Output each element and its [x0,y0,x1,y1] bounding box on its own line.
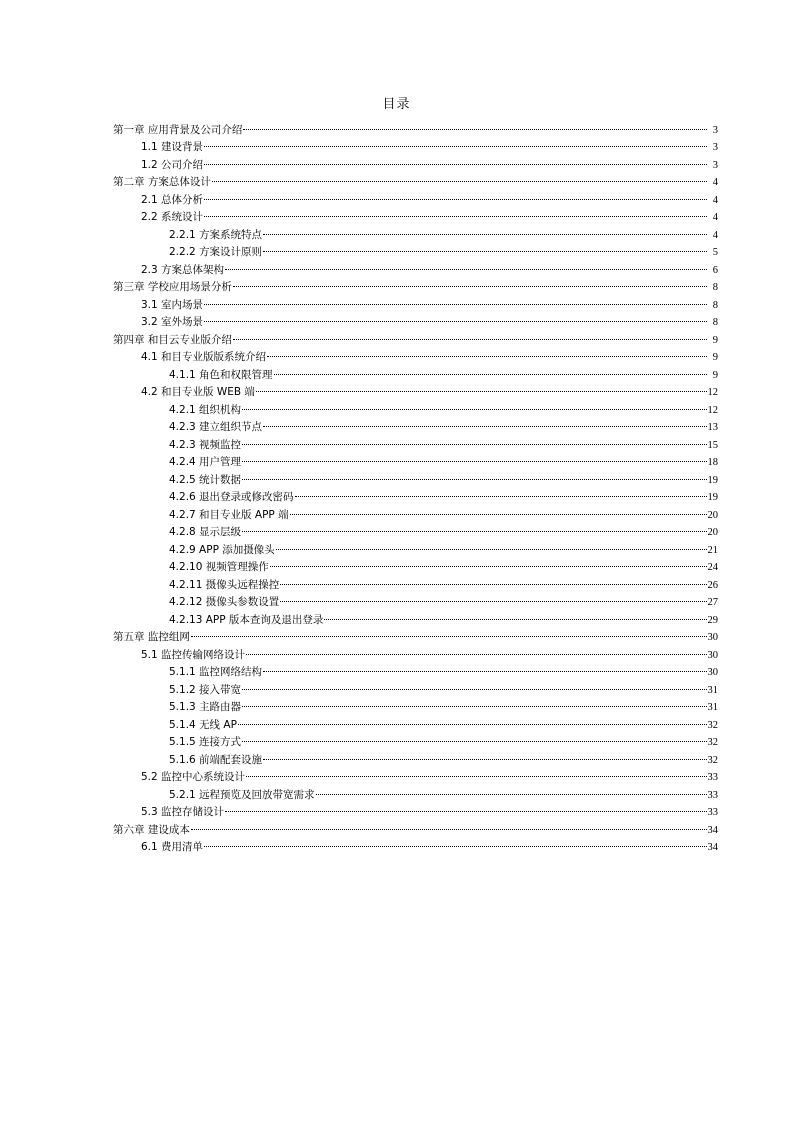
toc-dot-leader [280,570,706,588]
toc-dot-leader [191,815,707,833]
toc-entry-page-number: 31 [707,684,718,696]
toc-dot-leader [316,780,707,798]
toc-dot-leader [233,273,707,291]
toc-entry-page-number: 32 [707,737,718,748]
toc-dot-leader [290,500,707,518]
toc-entry-label: 第五章 监控组网 [113,631,190,643]
toc-entry-page-number: 20 [707,509,718,521]
toc-dot-leader [204,133,707,151]
toc-entry-label: 4.1 和目专业版版系统介绍 [141,351,267,363]
toc-entry[interactable] [113,168,718,186]
toc-entry-page-number: 33 [707,807,718,818]
toc-dot-leader [233,325,707,343]
toc-dot-leader [263,220,707,238]
toc-entry-page-number: 12 [707,387,718,398]
toc-entry-label: 4.2.5 统计数据 [169,473,242,486]
toc-entry[interactable] [113,150,718,171]
toc-entry[interactable] [113,640,718,661]
toc-entry-label: 5.1.4 无线 AP [169,718,237,731]
toc-entry[interactable] [113,815,718,836]
toc-entry-label: 6.1 费用清单 [141,841,204,853]
toc-entry-label: 2.2 系统设计 [141,211,204,223]
toc-entry-page-number: 13 [707,422,718,433]
toc-entry-page-number: 20 [707,527,718,538]
toc-entry-label: 5.2.1 远程预览及回放带宽需求 [169,788,315,801]
toc-dot-leader [274,360,707,378]
toc-dot-leader [295,483,707,501]
toc-dot-leader [263,745,706,763]
toc-heading: 目录 [382,97,411,112]
toc-dot-leader [204,150,707,168]
toc-dot-leader [270,553,707,571]
toc-entry-page-number: 32 [707,719,718,731]
toc-dot-leader [324,605,706,623]
toc-entry-label: 4.2.12 摄像头参数设置 [169,596,280,608]
toc-entry-page-number: 3 [712,142,718,153]
toc-dot-leader [204,290,707,308]
toc-dot-leader [263,658,706,676]
toc-entry-page-number: 32 [707,754,718,766]
toc-entry-label: 第二章 方案总体设计 [113,176,211,188]
toc-dot-leader [242,430,706,448]
toc-dot-leader [204,185,707,203]
toc-entry-page-number: 33 [707,772,718,783]
toc-entry[interactable] [113,185,718,206]
toc-entry-label: 2.2.1 方案系统特点 [169,228,263,241]
toc-entry-label: 4.2.13 APP 版本查询及退出登录 [169,613,324,626]
toc-entry-label: 5.1.5 连接方式 [169,736,242,748]
toc-dot-leader [242,395,706,413]
toc-entry-label: 4.2.9 APP 添加摄像头 [169,543,275,556]
toc-dot-leader [212,168,707,186]
table-of-contents [113,115,718,853]
toc-entry[interactable] [113,290,718,311]
toc-dot-leader [204,203,707,221]
toc-dot-leader [242,728,706,746]
toc-entry-page-number: 34 [707,824,718,836]
toc-dot-leader [225,798,706,816]
toc-entry-page-number: 29 [707,614,718,626]
toc-entry-page-number: 34 [707,842,718,853]
toc-entry-label: 4.2.7 和目专业版 APP 端 [169,508,289,521]
toc-dot-leader [242,448,706,466]
toc-entry-label: 4.2.6 退出登录或修改密码 [169,491,294,503]
toc-entry[interactable] [113,325,718,346]
toc-dot-leader [242,518,706,536]
toc-entry-label: 2.3 方案总体架构 [141,263,225,276]
toc-entry-page-number: 30 [707,667,718,678]
toc-entry-page-number: 30 [707,649,718,661]
toc-entry-page-number: 4 [712,212,718,223]
toc-entry-label: 4.2.8 显示层级 [169,526,242,538]
toc-entry-label: 1.1 建设背景 [141,141,204,153]
toc-entry-page-number: 6 [712,264,718,276]
toc-entry-label: 5.3 监控存储设计 [141,806,225,818]
toc-entry-label: 4.2.10 视频管理操作 [169,561,269,573]
toc-dot-leader [263,413,706,431]
toc-dot-leader [242,465,706,483]
toc-entry-page-number: 9 [712,334,718,346]
toc-entry[interactable] [113,308,718,326]
toc-entry-label: 4.2.11 摄像头远程操控 [169,578,280,591]
toc-entry-label: 5.2 监控中心系统设计 [141,771,246,783]
toc-dot-leader [280,588,706,606]
toc-dot-leader [246,640,706,658]
toc-entry-page-number: 21 [707,544,718,556]
toc-entry-page-number: 18 [707,457,718,468]
toc-entry-page-number: 19 [707,474,718,486]
toc-entry[interactable] [113,115,718,136]
toc-entry-page-number: 12 [707,404,718,416]
toc-dot-leader [191,623,707,641]
toc-entry-label: 第六章 建设成本 [113,823,190,836]
toc-entry-page-number: 8 [712,299,718,311]
toc-entry-label: 4.2.3 建立组织节点 [169,421,263,433]
toc-entry-label: 3.1 室内场景 [141,298,204,311]
toc-entry-page-number: 31 [707,702,718,713]
toc-entry-label: 2.2.2 方案设计原则 [169,246,263,258]
toc-dot-leader [267,343,707,361]
toc-entry-page-number: 24 [707,562,718,573]
toc-entry-page-number: 15 [707,439,718,451]
toc-entry[interactable] [113,133,718,151]
toc-entry-page-number: 3 [712,124,718,136]
toc-entry-page-number: 19 [707,492,718,503]
toc-entry-label: 4.1.1 角色和权限管理 [169,368,273,381]
toc-entry-label: 5.1.1 监控网络结构 [169,666,263,678]
toc-entry[interactable] [113,833,718,851]
toc-entry-label: 4.2 和目专业版 WEB 端 [141,386,255,398]
toc-entry-page-number: 4 [712,177,718,188]
toc-dot-leader [256,378,707,396]
toc-entry-label: 第一章 应用背景及公司介绍 [113,123,243,136]
toc-entry-label: 4.2.4 用户管理 [169,456,242,468]
toc-entry-page-number: 9 [712,369,718,381]
toc-dot-leader [276,535,707,553]
toc-dot-leader [225,255,707,273]
toc-entry-page-number: 8 [712,282,718,293]
toc-entry-label: 1.2 公司介绍 [141,158,204,171]
toc-dot-leader [204,308,707,326]
toc-dot-leader [204,833,706,851]
toc-entry-page-number: 27 [707,597,718,608]
toc-entry-label: 4.2.1 组织机构 [169,403,242,416]
toc-entry-page-number: 33 [707,789,718,801]
toc-entry-label: 5.1.2 接入带宽 [169,683,242,696]
toc-entry-label: 5.1.3 主路由器 [169,701,242,713]
toc-dot-leader [242,675,706,693]
toc-dot-leader [238,710,707,728]
toc-entry-label: 4.2.3 视频监控 [169,438,242,451]
toc-entry-label: 第四章 和目云专业版介绍 [113,333,232,346]
toc-entry-page-number: 9 [712,352,718,363]
toc-dot-leader [263,238,707,256]
toc-entry-label: 2.1 总体分析 [141,193,204,206]
toc-entry-label: 5.1 监控传输网络设计 [141,648,246,661]
toc-entry-label: 3.2 室外场景 [141,316,204,328]
toc-dot-leader [242,693,706,711]
toc-dot-leader [243,115,707,133]
toc-entry[interactable] [113,623,718,641]
toc-entry-page-number: 4 [712,194,718,206]
toc-entry[interactable] [113,203,718,221]
toc-entry-label: 第三章 学校应用场景分析 [113,281,232,293]
toc-dot-leader [246,763,706,781]
toc-entry-page-number: 3 [712,159,718,171]
toc-entry[interactable] [113,220,718,241]
toc-entry-page-number: 8 [712,317,718,328]
toc-entry-label: 5.1.6 前端配套设施 [169,753,263,766]
toc-entry-page-number: 26 [707,579,718,591]
toc-entry-page-number: 5 [712,247,718,258]
toc-entry-page-number: 4 [712,229,718,241]
toc-entry-page-number: 30 [707,632,718,643]
